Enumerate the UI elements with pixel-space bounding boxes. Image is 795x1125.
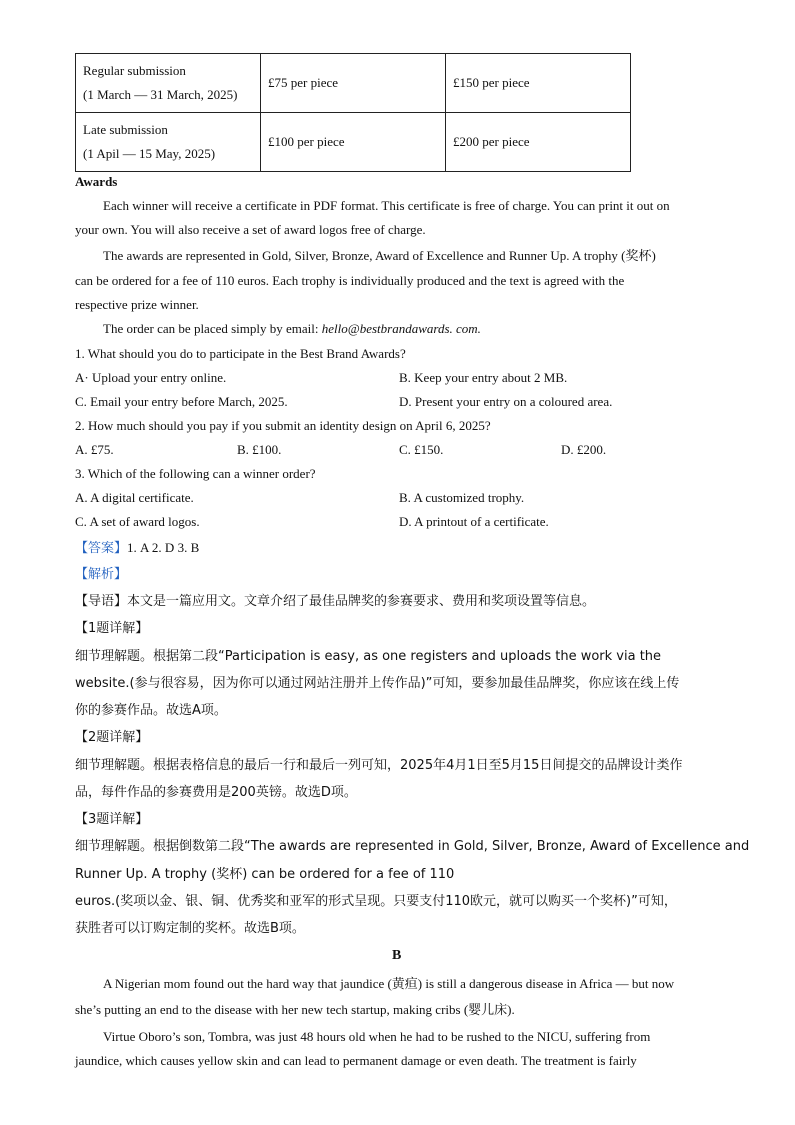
answer-value: 1. A 2. D 3. B <box>127 540 200 555</box>
paragraph-line: Virtue Oboro’s son, Tombra, was just 48 hours old when he had to be rushed to the NICU, suffering from <box>103 1029 651 1044</box>
submission-type: Regular submission <box>83 63 186 78</box>
analysis-line: website.(参与很容易，因为你可以通过网站注册并上传作品)”可知，要参加最佳品牌奖，你应该在线上传 <box>75 676 680 691</box>
question-1: 1. What should you do to participate in the Best Brand Awards? <box>75 346 406 361</box>
option-a: A. £75. <box>75 442 114 457</box>
table-cell <box>76 54 261 113</box>
question-3: 3. Which of the following can a winner order? <box>75 466 316 481</box>
q3-detail-label: 【3题详解】 <box>75 812 149 827</box>
paragraph-line: can be ordered for a fee of 110 euros. Each trophy is individually produced and the text is agreed with the <box>75 273 625 288</box>
submission-type: Late submission <box>83 122 168 137</box>
table-cell: £75 per piece <box>261 54 446 113</box>
paragraph-line: she’s putting an end to the disease with her new tech startup, making cribs (婴儿床). <box>75 1002 515 1017</box>
option-b: B. £100. <box>237 442 282 457</box>
option-a: A· Upload your entry online. <box>75 370 227 385</box>
answer-line <box>75 539 199 558</box>
paragraph-line: your own. You will also receive a set of award logos free of charge. <box>75 222 426 237</box>
option-a: A. A digital certificate. <box>75 490 194 505</box>
table-cell: £200 per piece <box>446 113 631 172</box>
paragraph-line: A Nigerian mom found out the hard way that jaundice (黄疸) is still a dangerous disease in Africa — but now <box>103 976 675 991</box>
section-b-heading: B <box>392 948 402 963</box>
table-cell: £100 per piece <box>261 113 446 172</box>
option-b: B. A customized trophy. <box>399 490 525 505</box>
q1-detail-label: 【1题详解】 <box>75 621 149 636</box>
paragraph-line: jaundice, which causes yellow skin and can lead to permanent damage or even death. The treatment is fairly <box>75 1053 637 1068</box>
analysis-line: 细节理解题。根据第二段“Participation is easy, as one registers and uploads the work via the <box>75 649 662 664</box>
table-cell <box>76 113 261 172</box>
analysis-line: Runner Up. A trophy (奖杯) can be ordered for a fee of 110 <box>75 867 455 882</box>
paragraph-line <box>103 320 481 338</box>
analysis-line: euros.(奖项以金、银、铜、优秀奖和亚军的形式呈现。只要支付110欧元，就可以购买一个奖杯)”可知， <box>75 894 677 909</box>
awards-heading: Awards <box>75 174 118 189</box>
guide-line <box>75 593 595 611</box>
email-address: hello@bestbrandawards. com. <box>321 321 481 336</box>
option-d: D. A printout of a certificate. <box>399 514 549 529</box>
table-row <box>76 113 631 172</box>
question-2: 2. How much should you pay if you submit an identity design on April 6, 2025? <box>75 418 491 433</box>
analysis-line: 细节理解题。根据倒数第二段“The awards are represented in Gold, Silver, Bronze, Award of Excellence and <box>75 839 750 854</box>
analysis-line: 细节理解题。根据表格信息的最后一行和最后一列可知，2025年4月1日至5月15日间提交的品牌设计类作 <box>75 758 683 773</box>
guide-text: 本文是一篇应用文。文章介绍了最佳品牌奖的参赛要求、费用和奖项设置等信息。 <box>127 594 596 609</box>
q2-detail-label: 【2题详解】 <box>75 730 149 745</box>
email-prefix: The order can be placed simply by email: <box>103 321 322 336</box>
fee-table <box>75 53 631 172</box>
submission-dates: (1 March — 31 March, 2025) <box>83 87 238 102</box>
option-c: C. £150. <box>399 442 444 457</box>
guide-label: 【导语】 <box>75 594 128 609</box>
option-c: C. Email your entry before March, 2025. <box>75 394 288 409</box>
analysis-line: 你的参赛作品。故选A项。 <box>75 703 227 718</box>
submission-dates: (1 Apil — 15 May, 2025) <box>83 146 216 161</box>
option-d: D. Present your entry on a coloured area. <box>399 394 613 409</box>
analysis-label: 【解析】 <box>75 567 128 582</box>
option-c: C. A set of award logos. <box>75 514 200 529</box>
paragraph-line: Each winner will receive a certificate in PDF format. This certificate is free of charge. You can print it out on <box>103 198 670 213</box>
option-d: D. £200. <box>561 442 607 457</box>
table-cell: £150 per piece <box>446 54 631 113</box>
table-row <box>76 54 631 113</box>
paragraph-line: respective prize winner. <box>75 297 199 312</box>
paragraph-line: The awards are represented in Gold, Silver, Bronze, Award of Excellence and Runner Up. A trophy (奖杯) <box>103 248 656 263</box>
analysis-line: 品，每件作品的参赛费用是200英镑。故选D项。 <box>75 785 357 800</box>
option-b: B. Keep your entry about 2 MB. <box>399 370 568 385</box>
analysis-line: 获胜者可以订购定制的奖杯。故选B项。 <box>75 921 305 936</box>
answer-label: 【答案】 <box>75 541 128 556</box>
